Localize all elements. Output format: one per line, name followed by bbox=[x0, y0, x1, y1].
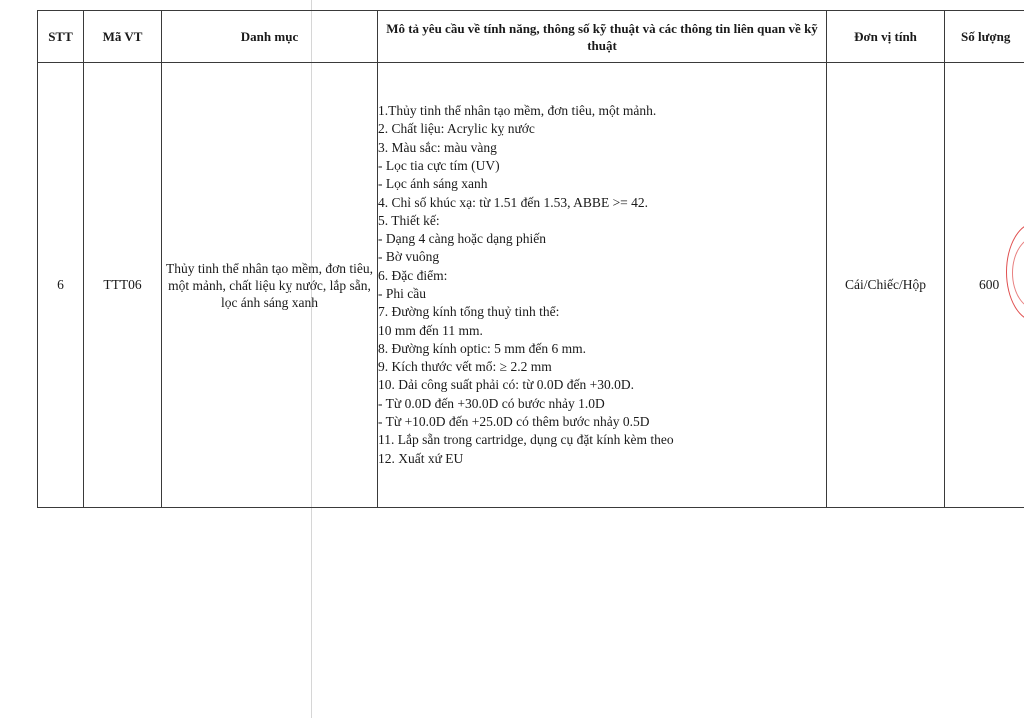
description-lines bbox=[378, 102, 826, 468]
cell-code: TTT06 bbox=[84, 63, 162, 508]
quantity-value: 600 bbox=[979, 277, 1000, 292]
description-line: - Lọc tia cực tím (UV) bbox=[378, 157, 500, 173]
header-description: Mô tả yêu cầu về tính năng, thông số kỹ thuật và các thông tin liên quan về kỹ thuật bbox=[378, 11, 827, 63]
description-line: - Dạng 4 càng hoặc dạng phiến bbox=[378, 231, 546, 247]
cell-unit: Cái/Chiếc/Hộp bbox=[827, 63, 945, 508]
description-line: - Phi cầu bbox=[378, 286, 426, 301]
description-line: - Bờ vuông bbox=[378, 249, 440, 265]
cell-category: Thủy tinh thể nhân tạo mềm, đơn tiêu, một mảnh, chất liệu kỵ nước, lắp sẵn, lọc ánh sáng xanh bbox=[162, 63, 378, 508]
description-line: - Từ +10.0D đến +25.0D có thêm bước nhảy 0.5D bbox=[378, 414, 650, 430]
description-line: 5. Thiết kế: bbox=[378, 212, 440, 228]
description-line: - Lọc ánh sáng xanh bbox=[378, 176, 488, 192]
description-line: 10 mm đến 11 mm. bbox=[378, 322, 483, 338]
header-unit: Đơn vị tính bbox=[827, 11, 945, 63]
specification-table bbox=[37, 10, 1024, 508]
header-stt: STT bbox=[38, 11, 84, 63]
description-line: 6. Đặc điểm: bbox=[378, 267, 448, 283]
description-line: 11. Lắp sẵn trong cartridge, dụng cụ đặt kính kèm theo bbox=[378, 432, 674, 448]
table-header-row bbox=[38, 11, 1024, 63]
description-line: 8. Đường kính optic: 5 mm đến 6 mm. bbox=[378, 340, 586, 356]
header-quantity: Số lượng bbox=[945, 11, 1024, 63]
description-line: 1.Thủy tinh thể nhân tạo mềm, đơn tiêu, một mảnh. bbox=[378, 103, 657, 119]
table-row bbox=[38, 63, 1024, 508]
description-line: 2. Chất liệu: Acrylic kỵ nước bbox=[378, 121, 535, 137]
description-line: 12. Xuất xứ EU bbox=[378, 450, 464, 466]
header-code: Mã VT bbox=[84, 11, 162, 63]
description-line: 9. Kích thước vết mổ: ≥ 2.2 mm bbox=[378, 359, 552, 375]
description-line: - Từ 0.0D đến +30.0D có bước nhảy 1.0D bbox=[378, 395, 605, 411]
description-line: 10. Dải công suất phải có: từ 0.0D đến +30.0D. bbox=[378, 377, 635, 393]
description-line: 7. Đường kính tổng thuỷ tinh thể: bbox=[378, 304, 560, 320]
description-line: 3. Màu sắc: màu vàng bbox=[378, 139, 497, 155]
cell-stt: 6 bbox=[38, 63, 84, 508]
header-category: Danh mục bbox=[162, 11, 378, 63]
cell-description bbox=[378, 63, 827, 508]
description-line: 4. Chỉ số khúc xạ: từ 1.51 đến 1.53, ABBE >= 42. bbox=[378, 194, 649, 210]
